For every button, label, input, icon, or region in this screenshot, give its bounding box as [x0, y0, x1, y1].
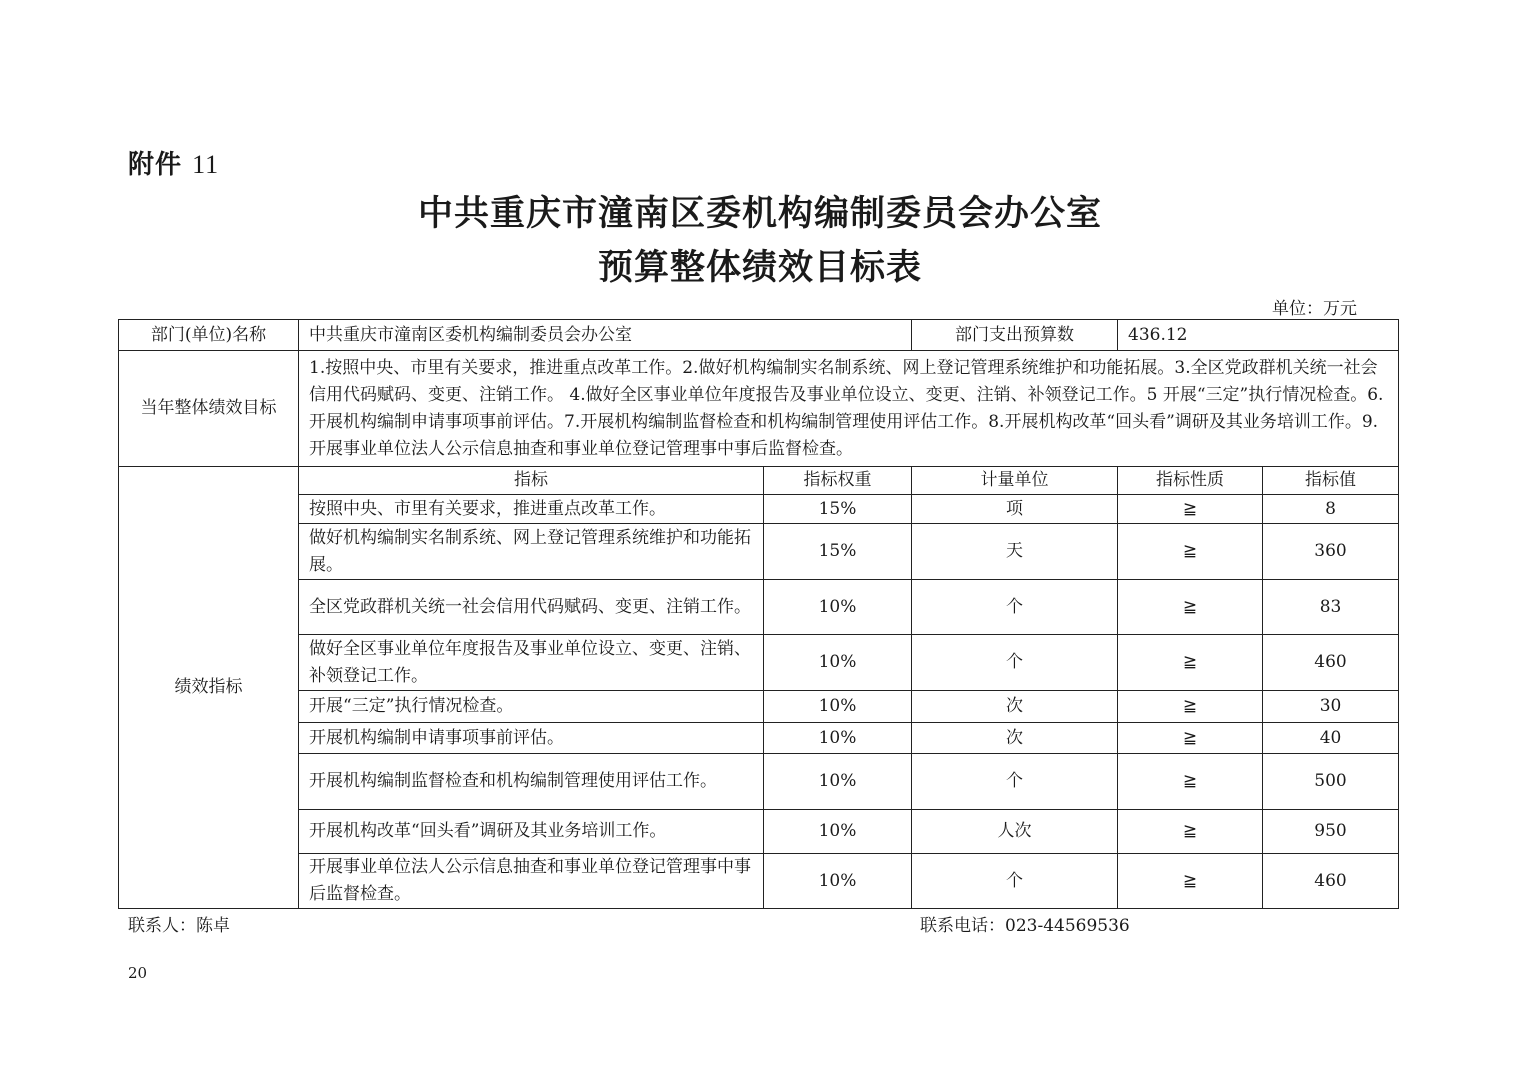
unit-cell: 项	[912, 495, 1118, 524]
indicator-cell: 开展机构编制申请事项事前评估。	[299, 723, 764, 754]
attachment-number: 11	[192, 150, 220, 179]
unit-cell: 人次	[912, 810, 1118, 854]
nature-cell: ≧	[1118, 854, 1263, 909]
nature-cell: ≧	[1118, 580, 1263, 635]
value-cell: 460	[1263, 854, 1399, 909]
nature-cell: ≧	[1118, 691, 1263, 723]
table-row	[119, 854, 1399, 909]
weight-cell: 10%	[764, 580, 912, 635]
header-value: 指标值	[1263, 467, 1399, 495]
budget-label-cell: 部门支出预算数	[912, 320, 1118, 351]
goal-row	[119, 351, 1399, 467]
header-nature: 指标性质	[1118, 467, 1263, 495]
dept-row	[119, 320, 1399, 351]
nature-cell: ≧	[1118, 524, 1263, 580]
table-row	[119, 754, 1399, 810]
indicator-cell: 开展事业单位法人公示信息抽查和事业单位登记管理事中事后监督检查。	[299, 854, 764, 909]
weight-cell: 10%	[764, 810, 912, 854]
value-cell: 360	[1263, 524, 1399, 580]
unit-cell: 个	[912, 854, 1118, 909]
weight-cell: 15%	[764, 524, 912, 580]
header-unit: 计量单位	[912, 467, 1118, 495]
header-indicator: 指标	[299, 467, 764, 495]
table-row	[119, 580, 1399, 635]
goal-text-cell: 1.按照中央、市里有关要求，推进重点改革工作。2.做好机构编制实名制系统、网上登记管理系统维护和功能拓展。3.全区党政群机关统一社会信用代码赋码、变更、注销工作。 4.做好全区事业单位年度报告及事业单位设立、变更、注销、补领登记工作。5 开展“三定”执行情况检查。6.开展机构编制申请事项事前评估。7.开展机构编制监督检查和机构编制管理使用评估工作。8.开展机构改革“回头看”调研及其业务培训工作。9.开展事业单位法人公示信息抽查和事业单位登记管理事中事后监督检查。	[299, 351, 1399, 467]
weight-cell: 10%	[764, 635, 912, 691]
indicator-cell: 做好全区事业单位年度报告及事业单位设立、变更、注销、补领登记工作。	[299, 635, 764, 691]
table-row	[119, 495, 1399, 524]
unit-cell: 个	[912, 580, 1118, 635]
unit-cell: 天	[912, 524, 1118, 580]
indicator-header-row	[119, 467, 1399, 495]
value-cell: 83	[1263, 580, 1399, 635]
table-row	[119, 635, 1399, 691]
unit-cell: 次	[912, 691, 1118, 723]
indicator-cell: 做好机构编制实名制系统、网上登记管理系统维护和功能拓展。	[299, 524, 764, 580]
document-title-line1: 中共重庆市潼南区委机构编制委员会办公室	[417, 194, 1102, 234]
unit-cell: 次	[912, 723, 1118, 754]
table-row	[119, 691, 1399, 723]
weight-cell: 15%	[764, 495, 912, 524]
contact-phone: 联系电话：023-44569536	[920, 916, 1130, 936]
header-weight: 指标权重	[764, 467, 912, 495]
dept-name-cell: 中共重庆市潼南区委机构编制委员会办公室	[299, 320, 912, 351]
weight-cell: 10%	[764, 723, 912, 754]
nature-cell: ≧	[1118, 723, 1263, 754]
budget-value-cell: 436.12	[1118, 320, 1399, 351]
document-title-line2: 预算整体绩效目标表	[597, 248, 922, 288]
value-cell: 500	[1263, 754, 1399, 810]
goal-label-cell: 当年整体绩效目标	[119, 351, 299, 467]
attachment-label-text: 附件	[128, 150, 183, 180]
weight-cell: 10%	[764, 754, 912, 810]
indicator-cell: 全区党政群机关统一社会信用代码赋码、变更、注销工作。	[299, 580, 764, 635]
nature-cell: ≧	[1118, 810, 1263, 854]
unit-cell: 个	[912, 754, 1118, 810]
weight-cell: 10%	[764, 691, 912, 723]
indicator-cell: 开展机构改革“回头看”调研及其业务培训工作。	[299, 810, 764, 854]
unit-note: 单位：万元	[1272, 299, 1357, 319]
nature-cell: ≧	[1118, 635, 1263, 691]
contact-person: 联系人：陈卓	[128, 916, 230, 936]
performance-target-table	[118, 319, 1399, 909]
table-row	[119, 810, 1399, 854]
dept-label-cell: 部门(单位)名称	[119, 320, 299, 351]
attachment-label	[128, 144, 219, 181]
indicator-cell: 开展“三定”执行情况检查。	[299, 691, 764, 723]
unit-cell: 个	[912, 635, 1118, 691]
value-cell: 40	[1263, 723, 1399, 754]
value-cell: 8	[1263, 495, 1399, 524]
indicator-cell: 开展机构编制监督检查和机构编制管理使用评估工作。	[299, 754, 764, 810]
nature-cell: ≧	[1118, 495, 1263, 524]
table-row	[119, 524, 1399, 580]
indicator-cell: 按照中央、市里有关要求，推进重点改革工作。	[299, 495, 764, 524]
nature-cell: ≧	[1118, 754, 1263, 810]
weight-cell: 10%	[764, 854, 912, 909]
value-cell: 460	[1263, 635, 1399, 691]
value-cell: 950	[1263, 810, 1399, 854]
indicator-section-label: 绩效指标	[119, 467, 299, 909]
table-row	[119, 723, 1399, 754]
page-number: 20	[128, 964, 148, 982]
value-cell: 30	[1263, 691, 1399, 723]
